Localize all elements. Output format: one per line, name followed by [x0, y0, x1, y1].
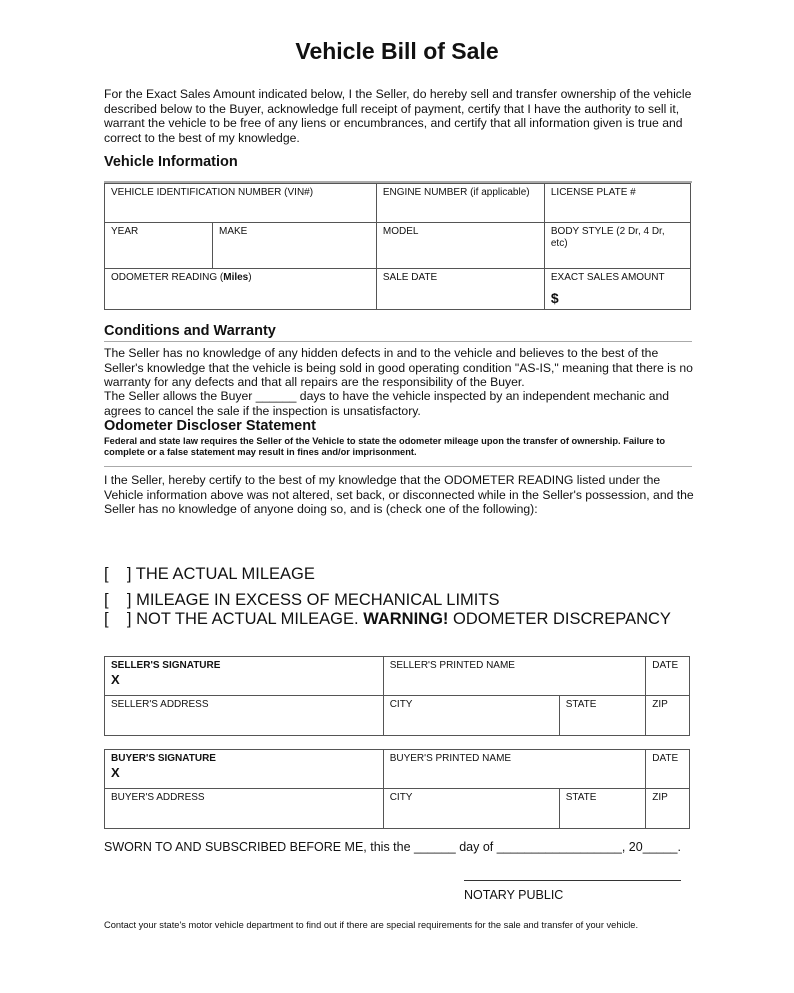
engine-field[interactable]: ENGINE NUMBER (if applicable): [376, 184, 544, 223]
conditions-text: The Seller has no knowledge of any hidden defects in and to the vehicle and believes to the best of the Seller's knowledge that the vehicle is being sold in good operating condition "AS-IS," meaning that there is no warranty for any defects and that all repairs are the responsibility of the Buyer.: [104, 346, 693, 389]
year-field[interactable]: YEAR: [105, 223, 213, 269]
body-style-field[interactable]: BODY STYLE (2 Dr, 4 Dr, etc): [544, 223, 690, 269]
certify-text: I the Seller, hereby certify to the best of my knowledge that the ODOMETER READING listed under the Vehicle information above was not altered, set back, or disconnected while in the Seller's possession, and the Seller has no knowledge of anyone doing so, and is (check one of the following):: [104, 473, 694, 516]
x-mark: X: [111, 765, 120, 780]
model-field[interactable]: MODEL: [376, 223, 544, 269]
intro-text: For the Exact Sales Amount indicated below, I the Seller, do hereby sell and transfer ownership of the vehicle described below to the Buyer, acknowledge full receipt of payment, certify that I have the authority to sell it, warrant the vehicle to be free of any liens or encumbrances, and certify that all information given is true and correct to the best of my knowledge.: [104, 87, 692, 145]
x-mark: X: [111, 672, 120, 687]
make-field[interactable]: MAKE: [213, 223, 377, 269]
vin-field[interactable]: VEHICLE IDENTIFICATION NUMBER (VIN#): [105, 184, 377, 223]
odometer-field[interactable]: [105, 269, 377, 310]
buyer-address-field[interactable]: BUYER'S ADDRESS: [105, 789, 384, 829]
buyer-state-field[interactable]: STATE: [559, 789, 646, 829]
seller-city-field[interactable]: CITY: [383, 696, 559, 736]
buyer-signature-field[interactable]: [105, 750, 384, 789]
buyer-name-field[interactable]: BUYER'S PRINTED NAME: [383, 750, 646, 789]
amount-field[interactable]: [544, 269, 690, 310]
seller-signature-field[interactable]: [105, 657, 384, 696]
seller-name-field[interactable]: SELLER'S PRINTED NAME: [383, 657, 646, 696]
warning-word: WARNING!: [363, 610, 449, 628]
buyer-zip-field[interactable]: ZIP: [646, 789, 690, 829]
option-excess-mileage[interactable]: [ ] MILEAGE IN EXCESS OF MECHANICAL LIMITS: [104, 591, 500, 609]
sale-date-field[interactable]: SALE DATE: [376, 269, 544, 310]
sworn-text: SWORN TO AND SUBSCRIBED BEFORE ME, this the ______ day of __________________, 20_____.: [104, 840, 681, 854]
conditions-heading: Conditions and Warranty: [104, 323, 276, 339]
notary-signature-line[interactable]: [464, 880, 681, 881]
seller-address-field[interactable]: SELLER'S ADDRESS: [105, 696, 384, 736]
buyer-table: [104, 749, 690, 829]
seller-table: [104, 656, 690, 736]
notary-label: NOTARY PUBLIC: [464, 888, 564, 902]
footer-note: Contact your state's motor vehicle department to find out if there are special requirements for the sale and transfer of your vehicle.: [104, 920, 639, 930]
option-actual-mileage[interactable]: [ ] THE ACTUAL MILEAGE: [104, 565, 315, 583]
divider: [104, 341, 692, 342]
amount-label: EXACT SALES AMOUNT: [550, 272, 665, 283]
odometer-unit: Miles: [223, 272, 249, 283]
buyer-date-field[interactable]: DATE: [646, 750, 690, 789]
odometer-heading: Odometer Discloser Statement: [104, 418, 316, 434]
seller-state-field[interactable]: STATE: [559, 696, 646, 736]
vehicle-table: [104, 183, 691, 310]
odometer-warning: Federal and state law requires the Seller of the Vehicle to state the odometer mileage upon the transfer of ownership. Failure to complete or a false statement may result in fines and/or imprisonment.: [104, 436, 666, 457]
label: BUYER'S SIGNATURE: [111, 753, 216, 764]
plate-field[interactable]: LICENSE PLATE #: [544, 184, 690, 223]
odometer-label: ODOMETER READING (: [111, 272, 224, 283]
page-title: Vehicle Bill of Sale: [295, 38, 499, 64]
option-not-actual-mileage[interactable]: [104, 609, 671, 629]
label: SELLER'S SIGNATURE: [111, 660, 221, 671]
option-label: [ ] NOT THE ACTUAL MILEAGE.: [104, 610, 364, 628]
odometer-label-end: ): [248, 272, 252, 283]
dollar-sign: $: [550, 290, 559, 306]
divider: [104, 466, 692, 467]
seller-zip-field[interactable]: ZIP: [646, 696, 690, 736]
inspection-text: The Seller allows the Buyer ______ days to have the vehicle inspected by an independent mechanic and agrees to cancel the sale if the inspection is unsatisfactory.: [104, 389, 670, 418]
vehicle-heading: Vehicle Information: [104, 154, 238, 170]
buyer-city-field[interactable]: CITY: [383, 789, 559, 829]
seller-date-field[interactable]: DATE: [646, 657, 690, 696]
discrepancy-label: ODOMETER DISCREPANCY: [448, 610, 671, 628]
